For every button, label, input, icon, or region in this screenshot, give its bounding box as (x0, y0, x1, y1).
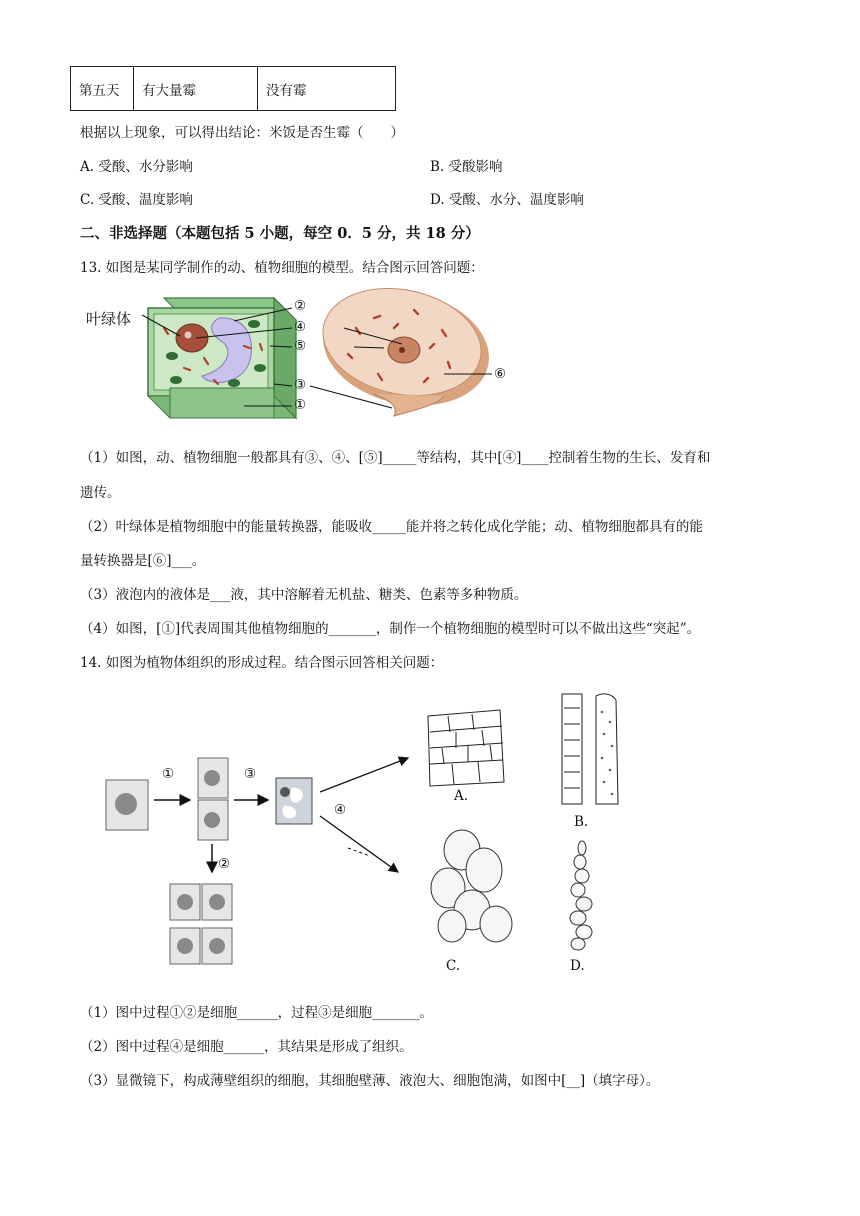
process-2-label: ② (218, 856, 231, 872)
table-cell-day: 第五天 (71, 67, 134, 111)
q13-part1-line1: （1）如图，动、植物细胞一般都具有③、④、[⑤]_____等结构，其中[④]____控制着生物的生长、发育和 (80, 450, 711, 466)
tissue-formation-figure (100, 688, 660, 988)
q13-stem: 13. 如图是某同学制作的动、植物细胞的模型。结合图示回答问题： (80, 260, 484, 276)
section-heading: 二、非选择题（本题包括 5 小题，每空 0．5 分，共 18 分） (80, 225, 480, 242)
q12-stem: 根据以上现象，可以得出结论：米饭是否生霉（ ） (80, 125, 404, 141)
q14-stem: 14. 如图为植物体组织的形成过程。结合图示回答相关问题： (80, 655, 444, 671)
table-row (71, 67, 396, 111)
marker-6: ⑥ (494, 366, 507, 382)
process-4-label: ④ (334, 802, 347, 818)
chloroplast-label: 叶绿体 (86, 310, 132, 328)
process-1-label: ① (162, 766, 175, 782)
tissue-label-a: A. (454, 788, 469, 804)
cell-model-figure (84, 288, 524, 428)
marker-4: ④ (294, 319, 307, 335)
q13-part2-line1: （2）叶绿体是植物细胞中的能量转换器，能吸收_____能并将之转化成化学能；动、植物细胞都具有的能 (80, 519, 703, 535)
q12-option-d: D. 受酸、水分、温度影响 (430, 192, 584, 208)
table-cell-rice-a: 有大量霉 (134, 67, 258, 111)
marker-3: ③ (294, 377, 307, 393)
table-cell-rice-b: 没有霉 (258, 67, 396, 111)
marker-1: ① (294, 397, 307, 413)
q13-part4: （4）如图，[①]代表周围其他植物细胞的_______，制作一个植物细胞的模型时可以不做出这些“突起”。 (80, 621, 701, 637)
q14-part2: （2）图中过程④是细胞______，其结果是形成了组织。 (80, 1039, 413, 1055)
q14-part3: （3）显微镜下，构成薄壁组织的细胞，其细胞壁薄、液泡大、细胞饱满，如图中[__]（填字母）。 (80, 1073, 660, 1089)
process-3-label: ③ (244, 766, 257, 782)
q12-option-c: C. 受酸、温度影响 (80, 192, 193, 208)
q12-option-b: B. 受酸影响 (430, 159, 503, 175)
tissue-label-d: D. (570, 958, 585, 974)
tissue-label-c: C. (446, 958, 461, 974)
marker-2: ② (294, 298, 307, 314)
q13-part1-line2: 遗传。 (80, 485, 121, 501)
q13-part2-line2: 量转换器是[⑥]___。 (80, 553, 206, 569)
tissue-label-b: B. (574, 814, 589, 830)
q13-part3: （3）液泡内的液体是___液，其中溶解着无机盐、糖类、色素等多种物质。 (80, 587, 528, 603)
q12-option-a: A. 受酸、水分影响 (80, 159, 193, 175)
q14-part1: （1）图中过程①②是细胞______，过程③是细胞_______。 (80, 1005, 433, 1021)
result-table (70, 66, 396, 111)
tissue-drawing (100, 688, 660, 988)
marker-5: ⑤ (294, 338, 307, 354)
